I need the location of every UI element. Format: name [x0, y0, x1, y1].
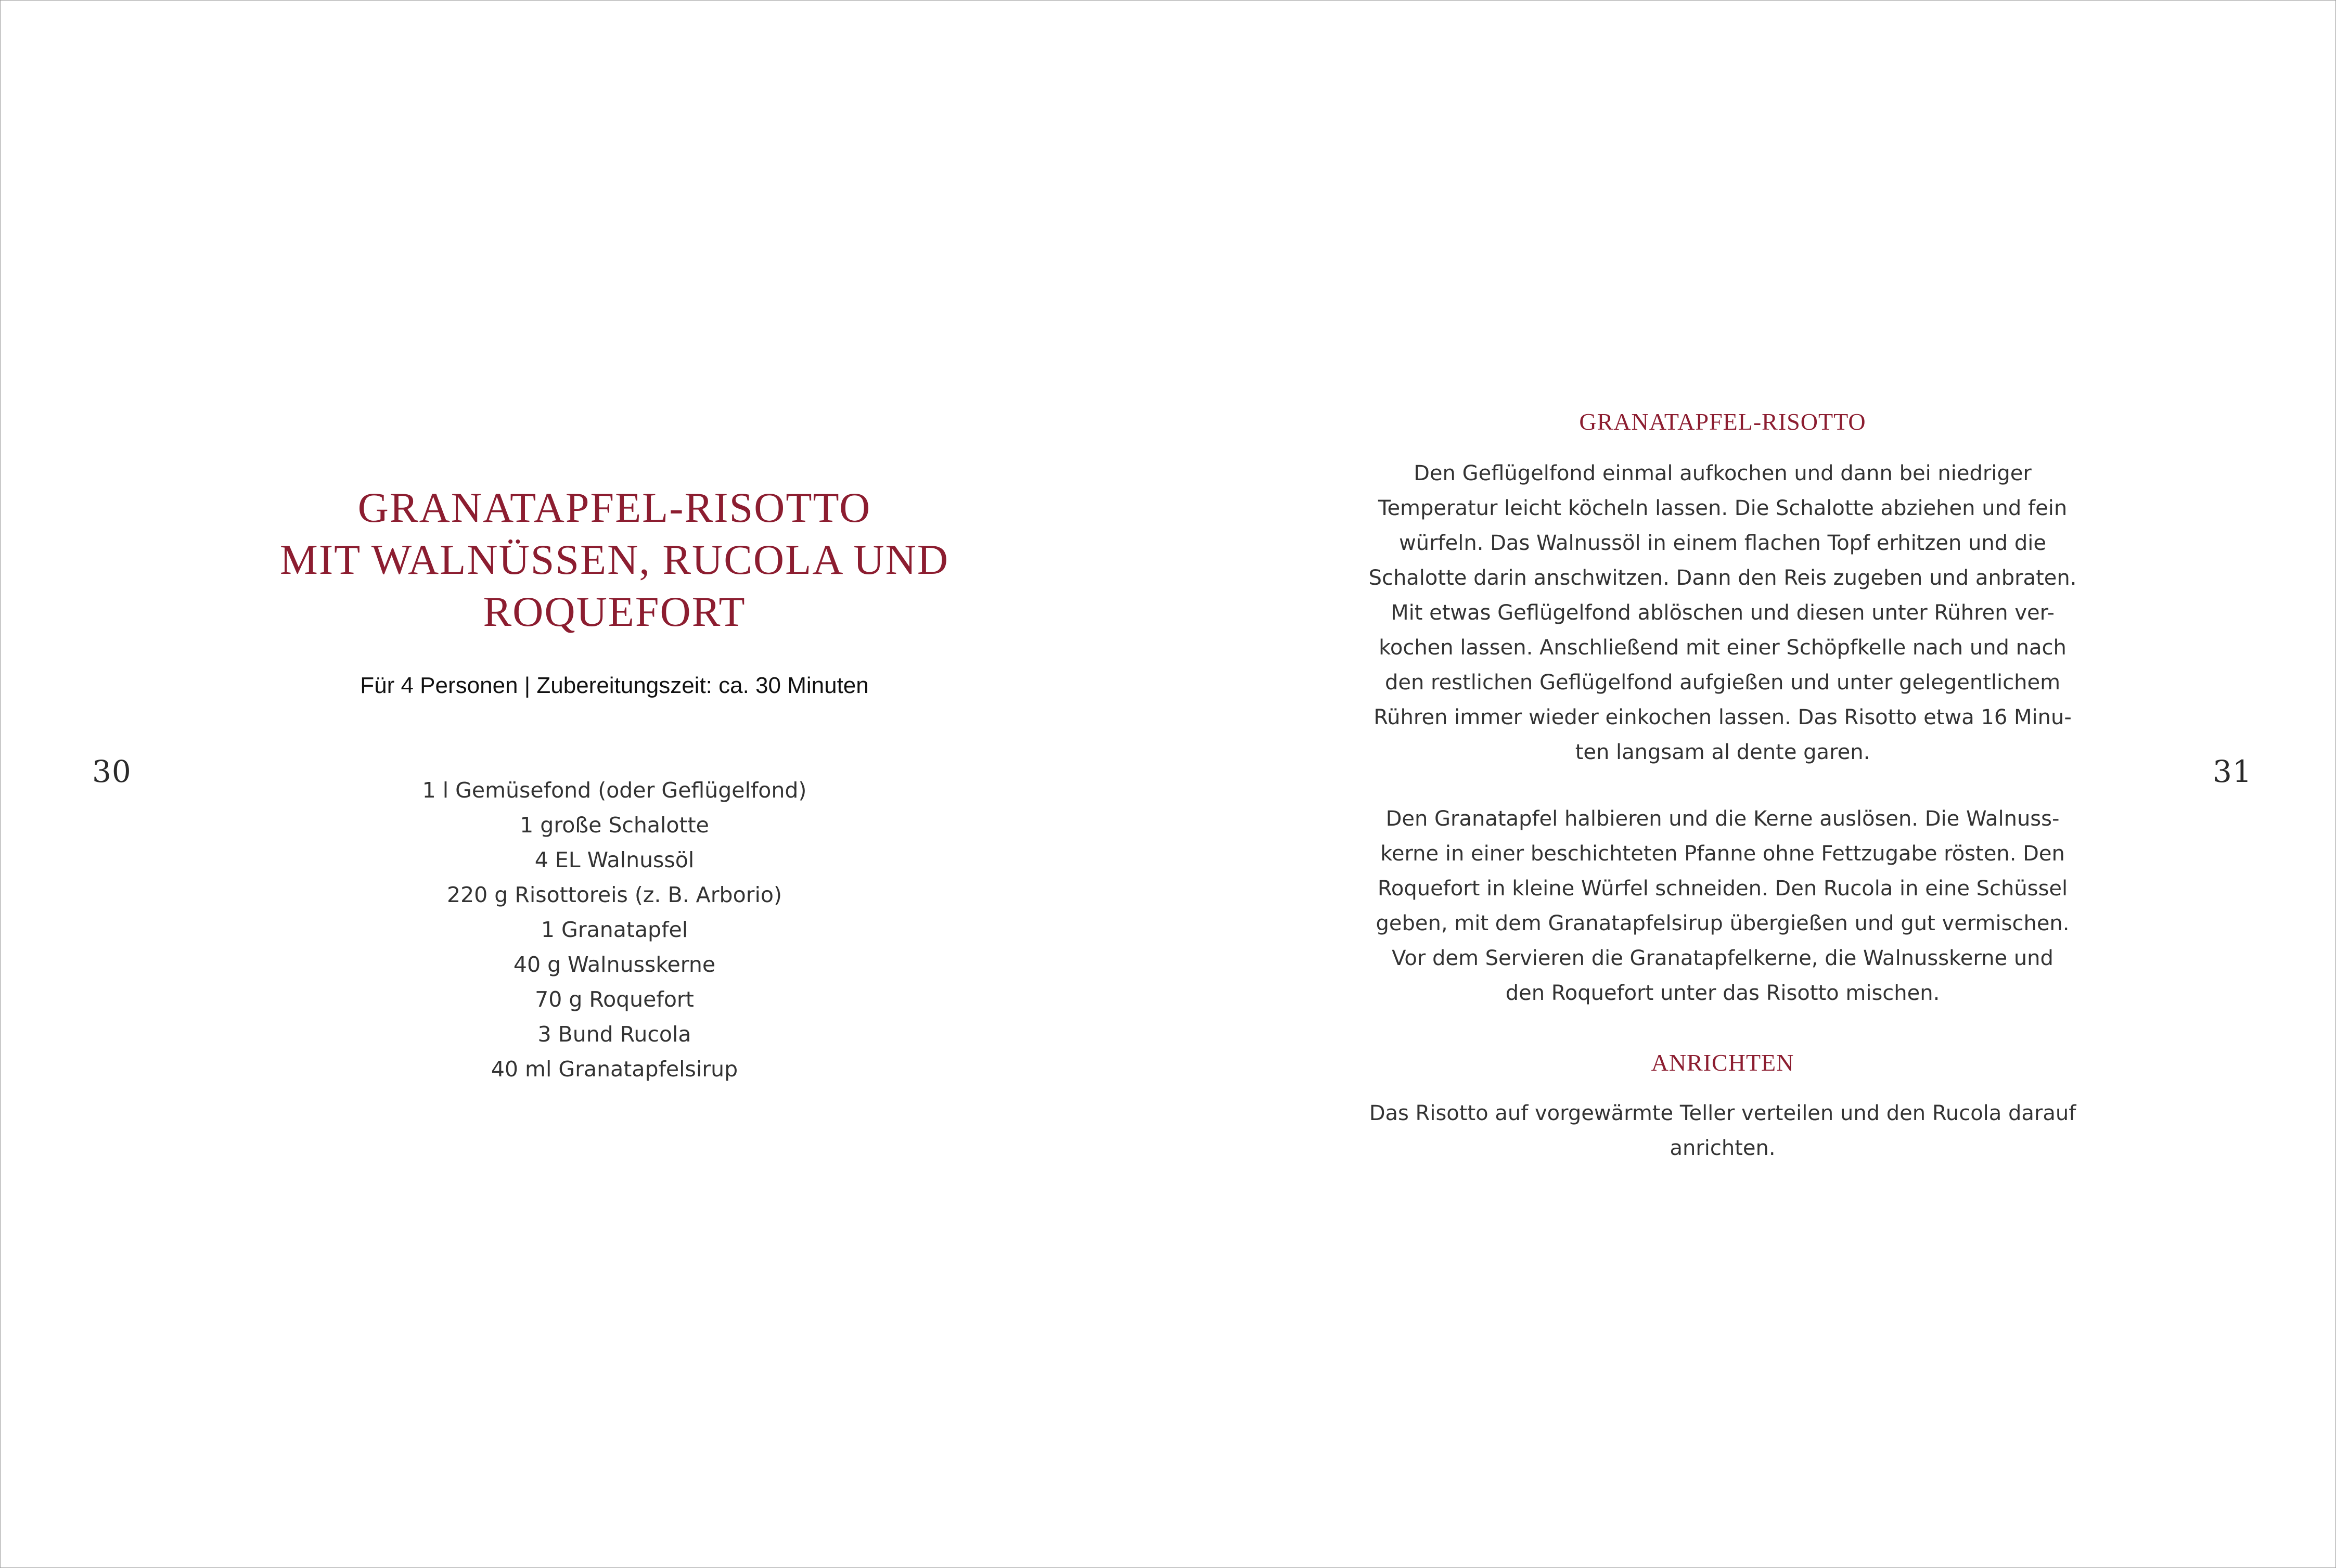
section-heading-serving: ANRICHTEN	[1651, 1049, 1794, 1076]
text-line: Den Granatapfel halbieren und die Kerne auslösen. Die Walnuss-	[1385, 807, 2060, 831]
instructions-paragraph-1	[1348, 456, 2097, 770]
ingredient-item: 4 EL Walnussöl	[534, 847, 695, 872]
text-line: Das Risotto auf vorgewärmte Teller verteilen und den Rucola darauf	[1369, 1101, 2076, 1125]
ingredient-item: 70 g Roquefort	[535, 987, 694, 1012]
recipe-title-line-2: MIT WALNÜSSEN, RUCOLA UND	[279, 536, 949, 583]
serving-paragraph	[1348, 1096, 2097, 1166]
page-number-right: 31	[2213, 754, 2252, 789]
text-line: würfeln. Das Walnussöl in einem flachen Topf erhitzen und die	[1399, 531, 2046, 555]
page-number-left: 30	[92, 754, 132, 789]
ingredient-list	[261, 773, 968, 1087]
servings-and-time: Für 4 Personen | Zubereitungszeit: ca. 30 Minuten	[360, 673, 869, 698]
section-heading-risotto: GRANATAPFEL-RISOTTO	[1579, 408, 1866, 435]
text-line: geben, mit dem Granatapfelsirup übergießen und gut vermischen.	[1376, 911, 2070, 935]
ingredient-item: 40 ml Granatapfelsirup	[491, 1057, 738, 1082]
ingredient-item: 1 Granatapfel	[541, 917, 688, 942]
recipe-title	[261, 482, 968, 638]
text-line: Mit etwas Geflügelfond ablöschen und diesen unter Rühren ver-	[1391, 601, 2055, 625]
text-line: Schalotte darin anschwitzen. Dann den Reis zugeben und anbraten.	[1368, 566, 2077, 590]
text-line: kerne in einer beschichteten Pfanne ohne Fettzugabe rösten. Den	[1380, 842, 2065, 866]
text-line: ten langsam al dente garen.	[1575, 740, 1870, 764]
right-page	[1168, 1, 2335, 1567]
ingredient-item: 1 l Gemüsefond (oder Geflügelfond)	[422, 778, 807, 803]
text-line: den Roquefort unter das Risotto mischen.	[1505, 981, 1940, 1005]
recipe-title-line-3: ROQUEFORT	[483, 588, 746, 635]
text-line: Temperatur leicht köcheln lassen. Die Schalotte abziehen und fein	[1378, 496, 2068, 520]
recipe-title-line-1: GRANATAPFEL-RISOTTO	[357, 484, 871, 531]
ingredient-item: 1 große Schalotte	[520, 813, 709, 838]
ingredient-item: 40 g Walnusskerne	[513, 952, 716, 977]
ingredient-item: 3 Bund Rucola	[537, 1022, 691, 1047]
ingredient-item: 220 g Risottoreis (z. B. Arborio)	[447, 882, 782, 907]
text-line: Vor dem Servieren die Granatapfelkerne, die Walnusskerne und	[1392, 946, 2053, 970]
text-line: Den Geflügelfond einmal aufkochen und dann bei niedriger	[1414, 461, 2032, 485]
text-line: anrichten.	[1670, 1136, 1776, 1160]
text-line: Roquefort in kleine Würfel schneiden. Den Rucola in eine Schüssel	[1377, 877, 2068, 901]
instructions-paragraph-2	[1348, 802, 2097, 1011]
text-line: kochen lassen. Anschließend mit einer Schöpfkelle nach und nach	[1379, 636, 2067, 660]
text-line: Rühren immer wieder einkochen lassen. Das Risotto etwa 16 Minu-	[1374, 705, 2072, 729]
text-line: den restlichen Geflügelfond aufgießen und unter gelegentlichem	[1384, 671, 2061, 695]
